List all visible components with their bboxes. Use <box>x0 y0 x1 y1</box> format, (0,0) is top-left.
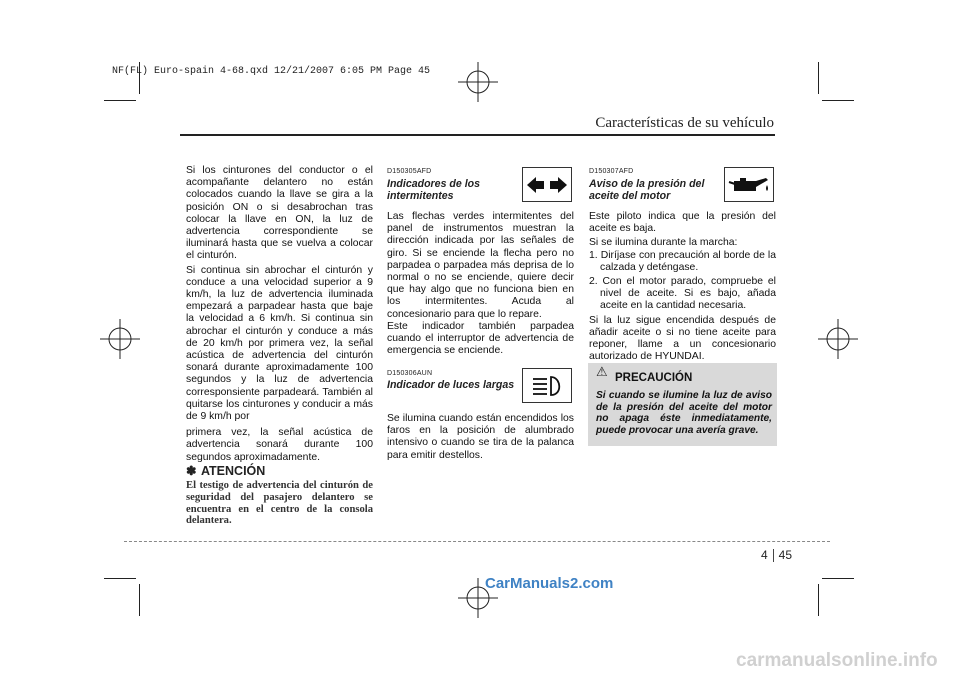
seatbelt-paragraph-3: primera vez, la señal acústica de advertencia sonará durante 100 segundos aproximadamente. <box>186 427 373 463</box>
turn-signal-paragraph-1: Las flechas verdes intermitentes del panel de instrumentos muestran la dirección indicada por las señales de giro. Si se enciende la flecha pero no parpadea o parpadea más deprisa de lo normal o no se enciende, quiere decir que hay algo que no funciona bien en los intermitentes. Acuda al concesionario para que lo repare. <box>387 211 574 320</box>
registration-mark-right <box>818 319 858 359</box>
attention-text: El testigo de advertencia del cinturón de seguridad del pasajero delantero se encuentra en el centro de la consola delantera. <box>186 480 373 527</box>
crop-mark-br-v <box>818 584 819 616</box>
title-rule <box>180 134 775 136</box>
attention-title: ATENCIÓN <box>200 464 266 478</box>
high-beam-code: D150306AUN <box>387 370 433 377</box>
section-title: Características de su vehículo <box>595 115 774 131</box>
turn-signal-paragraph-2: Este indicador también parpadea cuando el interruptor de advertencia de emergencia se enciende. <box>387 320 574 357</box>
high-beam-title: Indicador de luces largas <box>387 379 515 391</box>
turn-signal-code: D150305AFD <box>387 168 432 175</box>
file-info: NF(FL) Euro-spain 4-68.qxd 12/21/2007 6:05 PM Page 45 <box>112 66 431 77</box>
caution-text: Si cuando se ilumine la luz de aviso de la presión del aceite del motor no apaga éste inmediatamente, puede provocar una avería grave. <box>596 390 772 436</box>
attention-symbol: ✽ <box>186 464 197 478</box>
crop-mark-bl-h <box>104 578 136 579</box>
chapter-number: 4 <box>760 548 768 562</box>
oil-pressure-icon-box <box>724 167 774 202</box>
high-beam-icon-box <box>522 368 572 403</box>
crop-mark-bl-v <box>139 584 140 616</box>
crop-mark-br-h <box>822 578 854 579</box>
crop-mark-tr-h <box>822 100 854 101</box>
footer-rule <box>124 541 830 542</box>
registration-mark-left <box>100 319 140 359</box>
page-number-value: 45 <box>778 548 792 562</box>
turn-signal-icon-box <box>522 167 572 202</box>
watermark-carmanuals2[interactable]: CarManuals2.com <box>485 575 614 592</box>
caution-title: PRECAUCIÓN <box>615 372 693 384</box>
turn-signal-title: Indicadores de los intermitentes <box>387 178 481 202</box>
column-1 <box>186 165 373 464</box>
oil-pressure-code: D150307AFD <box>589 168 634 175</box>
warning-triangle-icon: ⚠ <box>596 364 608 379</box>
turn-signal-arrows-icon <box>527 175 567 195</box>
attention-heading <box>186 462 373 480</box>
high-beam-icon <box>527 375 567 397</box>
oil-pressure-paragraph-2: Si se ilumina durante la marcha: <box>589 237 738 249</box>
oil-pressure-title: Aviso de la presión del aceite del motor <box>589 178 705 202</box>
page-number <box>761 548 792 562</box>
oil-pressure-paragraph-3: Si la luz sigue encendida después de añadir aceite o si no tiene aceite para reponer, llame a un concesionario autorizado de HYUNDAI. <box>589 314 776 363</box>
watermark-carmanualsonline[interactable]: carmanualsonline.info <box>736 650 938 671</box>
oil-pressure-paragraph-1: Este piloto indica que la presión del aceite es baja. <box>589 211 776 235</box>
oil-pressure-icon <box>728 175 770 195</box>
high-beam-paragraph: Se ilumina cuando están encendidos los faros en la posición de alumbrado intensivo o cuando se tira de la palanca para emitir destellos. <box>387 413 574 461</box>
attention-note <box>186 462 373 527</box>
seatbelt-paragraph-2: Si continua sin abrochar el cinturón y conduce a una velocidad superior a 9 km/h, la luz de advertencia iluminada empezará a parpadear hasta que baje la velocidad a 6 km/h. Si continua sin abrochar el cinturón y conduce a más de 20 km/h por primera vez, la señal acústica de advertencia del cinturón sonará durante aproximadamente 100 segundos y la luz de advertencia corresponsiente parpadeará. También al quitarse los cinturones y conducir a más de 9 km/h por <box>186 264 373 423</box>
page-number-separator <box>773 549 774 562</box>
crop-mark-tl-h <box>104 100 136 101</box>
registration-mark-top <box>458 62 498 102</box>
caution-box <box>588 363 777 446</box>
caution-heading <box>596 364 772 386</box>
oil-pressure-step-1: 1. Diríjase con precaución al borde de la calzada y deténgase. <box>589 249 776 273</box>
crop-mark-tr-v <box>818 62 819 94</box>
seatbelt-paragraph-1: Si los cinturones del conductor o el acompañante delantero no están colocados cuando la llave se gira a la posición ON o si desabrochan tras colocar la llave en ON, la luz de advertencia correspondiente se iluminará hasta que se vuelva a colocar el cinturón. <box>186 165 373 262</box>
oil-pressure-step-2: 2. Con el motor parado, compruebe el nivel de aceite. Si es bajo, añada aceite en la cantidad necesaria. <box>589 276 776 312</box>
